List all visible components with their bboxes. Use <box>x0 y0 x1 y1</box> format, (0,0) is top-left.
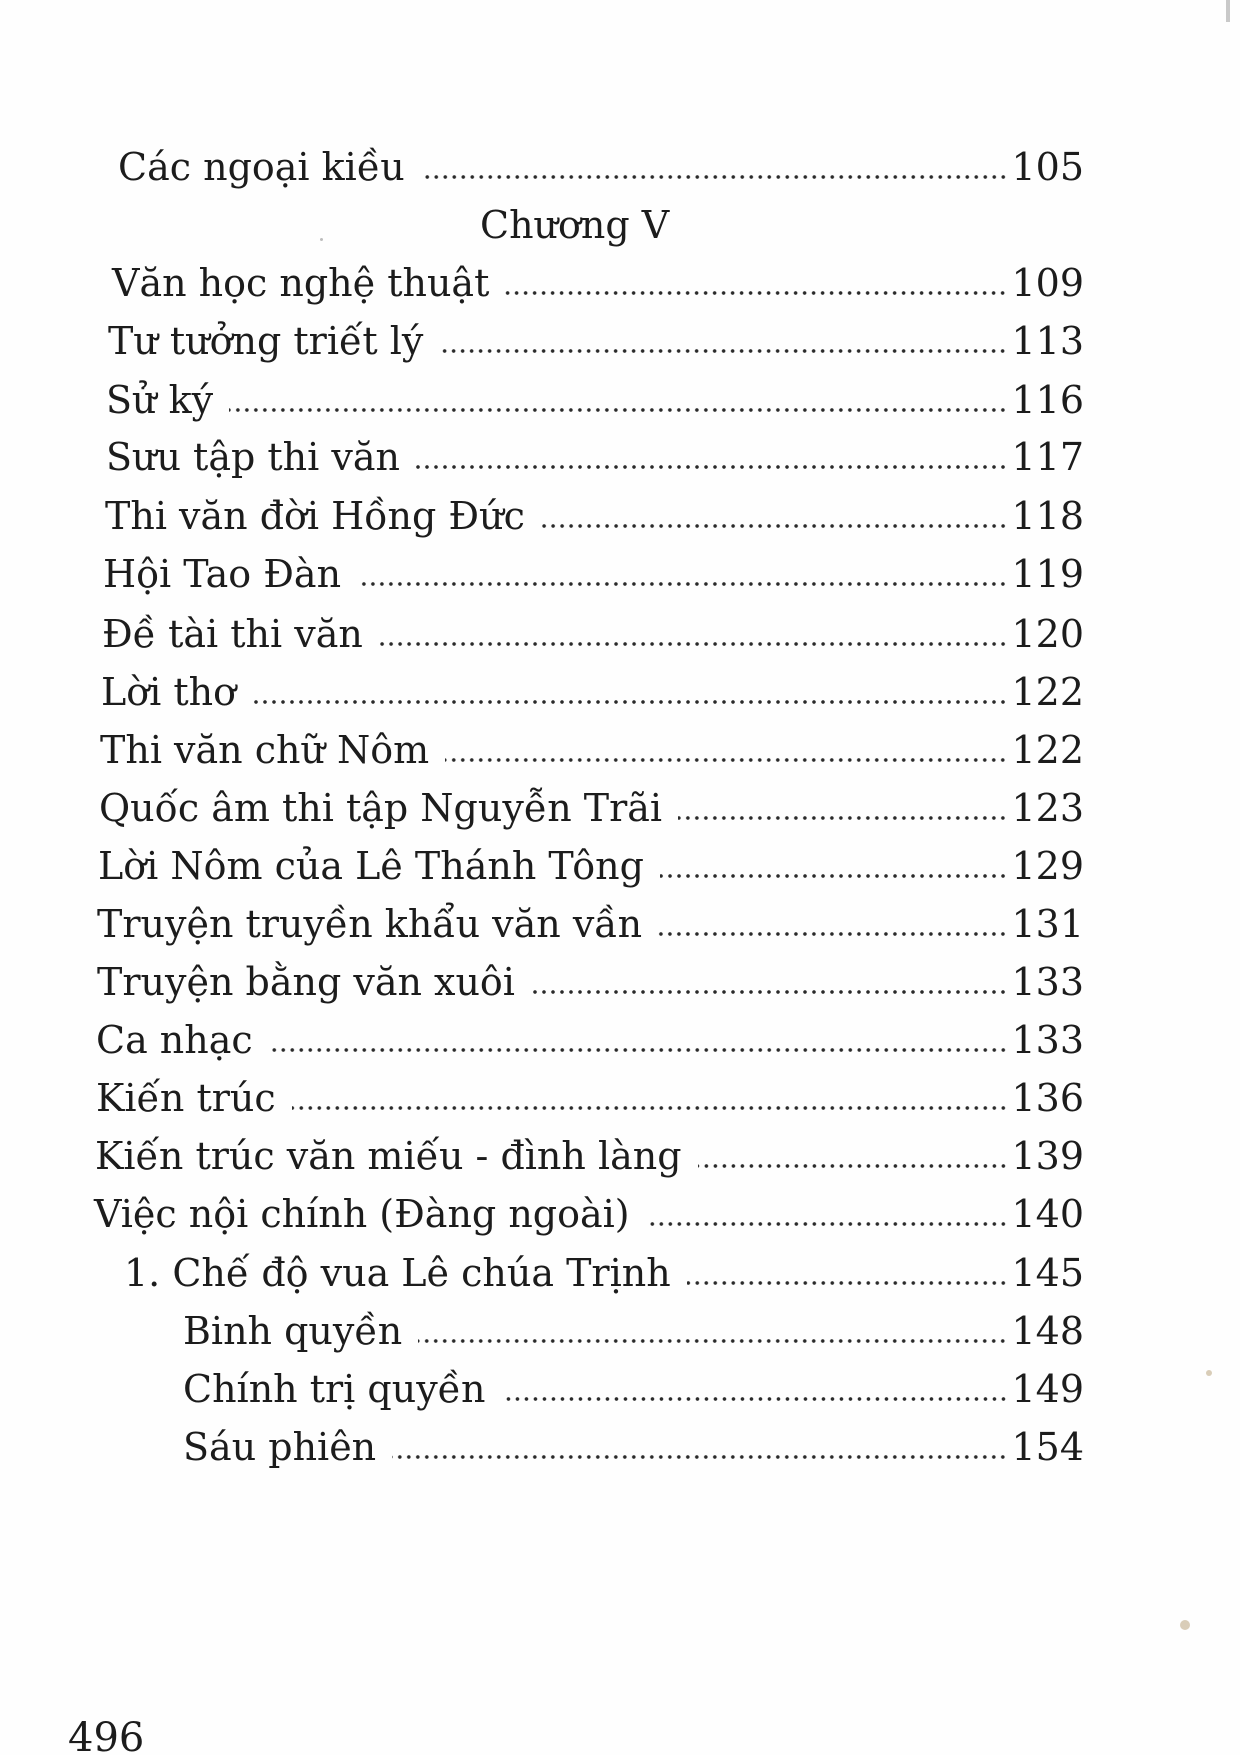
toc-entry <box>112 260 1084 306</box>
paper-speck <box>1180 1620 1190 1630</box>
toc-entry-page: 117 <box>1011 435 1084 479</box>
toc-entry-title: 1. Chế độ vua Lê chúa Trịnh <box>124 1251 671 1295</box>
toc-entry-page: 149 <box>1011 1367 1084 1411</box>
toc-entry-title: Truyện bằng văn xuôi <box>97 960 515 1004</box>
toc-entry <box>97 959 1084 1005</box>
toc-entry-title: Lời thơ <box>101 670 236 714</box>
toc-entry-page: 148 <box>1011 1309 1084 1353</box>
toc-entry-page: 109 <box>1011 261 1084 305</box>
page-number: 496 <box>68 1715 145 1761</box>
paper-speck <box>320 238 323 241</box>
toc-entry-page: 133 <box>1011 960 1084 1004</box>
toc-entry <box>102 611 1084 657</box>
toc-entry-page: 129 <box>1011 844 1084 888</box>
toc-entry-title: Tư tưởng triết lý <box>108 319 424 363</box>
toc-leader-dots <box>357 581 1007 587</box>
toc-entry-page: 116 <box>1011 378 1084 422</box>
toc-leader-dots <box>269 1047 1008 1053</box>
toc-leader-dots <box>698 1163 1008 1169</box>
toc-leader-dots <box>658 931 1007 937</box>
toc-entry-page: 131 <box>1011 902 1084 946</box>
toc-entry <box>98 843 1084 889</box>
toc-leader-dots <box>646 1221 1008 1227</box>
toc-entry-title: Kiến trúc văn miếu - đình làng <box>95 1134 682 1178</box>
toc-entry <box>95 1133 1084 1179</box>
toc-entry-page: 139 <box>1011 1134 1084 1178</box>
toc-entry-title: Quốc âm thi tập Nguyễn Trãi <box>99 786 663 830</box>
toc-entry <box>94 1191 1084 1237</box>
toc-entry-title: Binh quyền <box>183 1309 403 1353</box>
toc-entry-page: 118 <box>1011 494 1084 538</box>
toc-entry <box>96 1075 1084 1121</box>
toc-entry <box>183 1366 1084 1412</box>
toc-entry-page: 123 <box>1011 786 1084 830</box>
toc-leader-dots <box>687 1280 1008 1286</box>
toc-entry-title: Các ngoại kiều <box>118 145 405 189</box>
toc-entry-title: Đề tài thi văn <box>102 612 363 656</box>
toc-entry-page: 154 <box>1011 1425 1084 1469</box>
toc-leader-dots <box>229 407 1007 413</box>
toc-leader-dots <box>416 464 1008 470</box>
toc-entry-page: 145 <box>1011 1251 1084 1295</box>
toc-leader-dots <box>505 290 1007 296</box>
toc-entry-title: Ca nhạc <box>96 1018 253 1062</box>
toc-entry <box>183 1308 1084 1354</box>
toc-leader-dots <box>502 1396 1008 1402</box>
toc-entry-page: 133 <box>1011 1018 1084 1062</box>
toc-entry-title: Văn học nghệ thuật <box>112 261 490 305</box>
toc-entry <box>99 785 1084 831</box>
toc-entry-page: 122 <box>1011 728 1084 772</box>
toc-entry-title: Thi văn đời Hồng Đức <box>105 494 525 538</box>
toc-entry-page: 120 <box>1011 612 1084 656</box>
toc-entry <box>96 1017 1084 1063</box>
toc-entry-title: Sáu phiên <box>183 1425 377 1469</box>
toc-entry-page: 122 <box>1011 670 1084 714</box>
toc-entry <box>106 377 1084 423</box>
toc-entry-title: Kiến trúc <box>96 1076 276 1120</box>
toc-leader-dots <box>445 757 1007 763</box>
toc-entry <box>100 727 1084 773</box>
toc-entry-title: Sưu tập thi văn <box>106 435 400 479</box>
toc-entry <box>103 551 1084 597</box>
toc-entry-page: 136 <box>1011 1076 1084 1120</box>
toc-leader-dots <box>418 1338 1007 1344</box>
toc-entry-page: 105 <box>1011 145 1084 189</box>
toc-entry <box>124 1250 1084 1296</box>
toc-leader-dots <box>421 174 1008 180</box>
toc-entry-page: 113 <box>1011 319 1084 363</box>
toc-leader-dots <box>660 873 1008 879</box>
toc-leader-dots <box>541 523 1008 529</box>
toc-entry-title: Truyện truyền khẩu văn vần <box>97 902 643 946</box>
toc-entry <box>108 318 1084 364</box>
toc-leader-dots <box>379 641 1008 647</box>
chapter-heading: Chương V <box>480 203 670 247</box>
toc-entry <box>183 1424 1084 1470</box>
toc-entry-title: Chính trị quyền <box>183 1367 486 1411</box>
toc-entry <box>106 434 1084 480</box>
toc-leader-dots <box>531 989 1008 995</box>
toc-leader-dots <box>292 1105 1008 1111</box>
toc-entry-title: Hội Tao Đàn <box>103 552 342 596</box>
toc-leader-dots <box>252 699 1008 705</box>
toc-leader-dots <box>439 348 1007 354</box>
paper-speck <box>1206 1370 1212 1376</box>
toc-entry-title: Lời Nôm của Lê Thánh Tông <box>98 844 644 888</box>
toc-entry <box>118 144 1084 190</box>
scan-edge-mark <box>1226 0 1230 22</box>
toc-leader-dots <box>678 815 1007 821</box>
toc-entry-page: 140 <box>1011 1192 1084 1236</box>
toc-entry-title: Thi văn chữ Nôm <box>100 728 430 772</box>
toc-entry <box>105 493 1084 539</box>
toc-leader-dots <box>392 1454 1007 1460</box>
toc-entry-page: 119 <box>1011 552 1084 596</box>
toc-entry-title: Việc nội chính (Đàng ngoài) <box>94 1192 630 1236</box>
toc-entry <box>97 901 1084 947</box>
toc-entry-title: Sử ký <box>106 378 214 422</box>
toc-entry <box>101 669 1084 715</box>
